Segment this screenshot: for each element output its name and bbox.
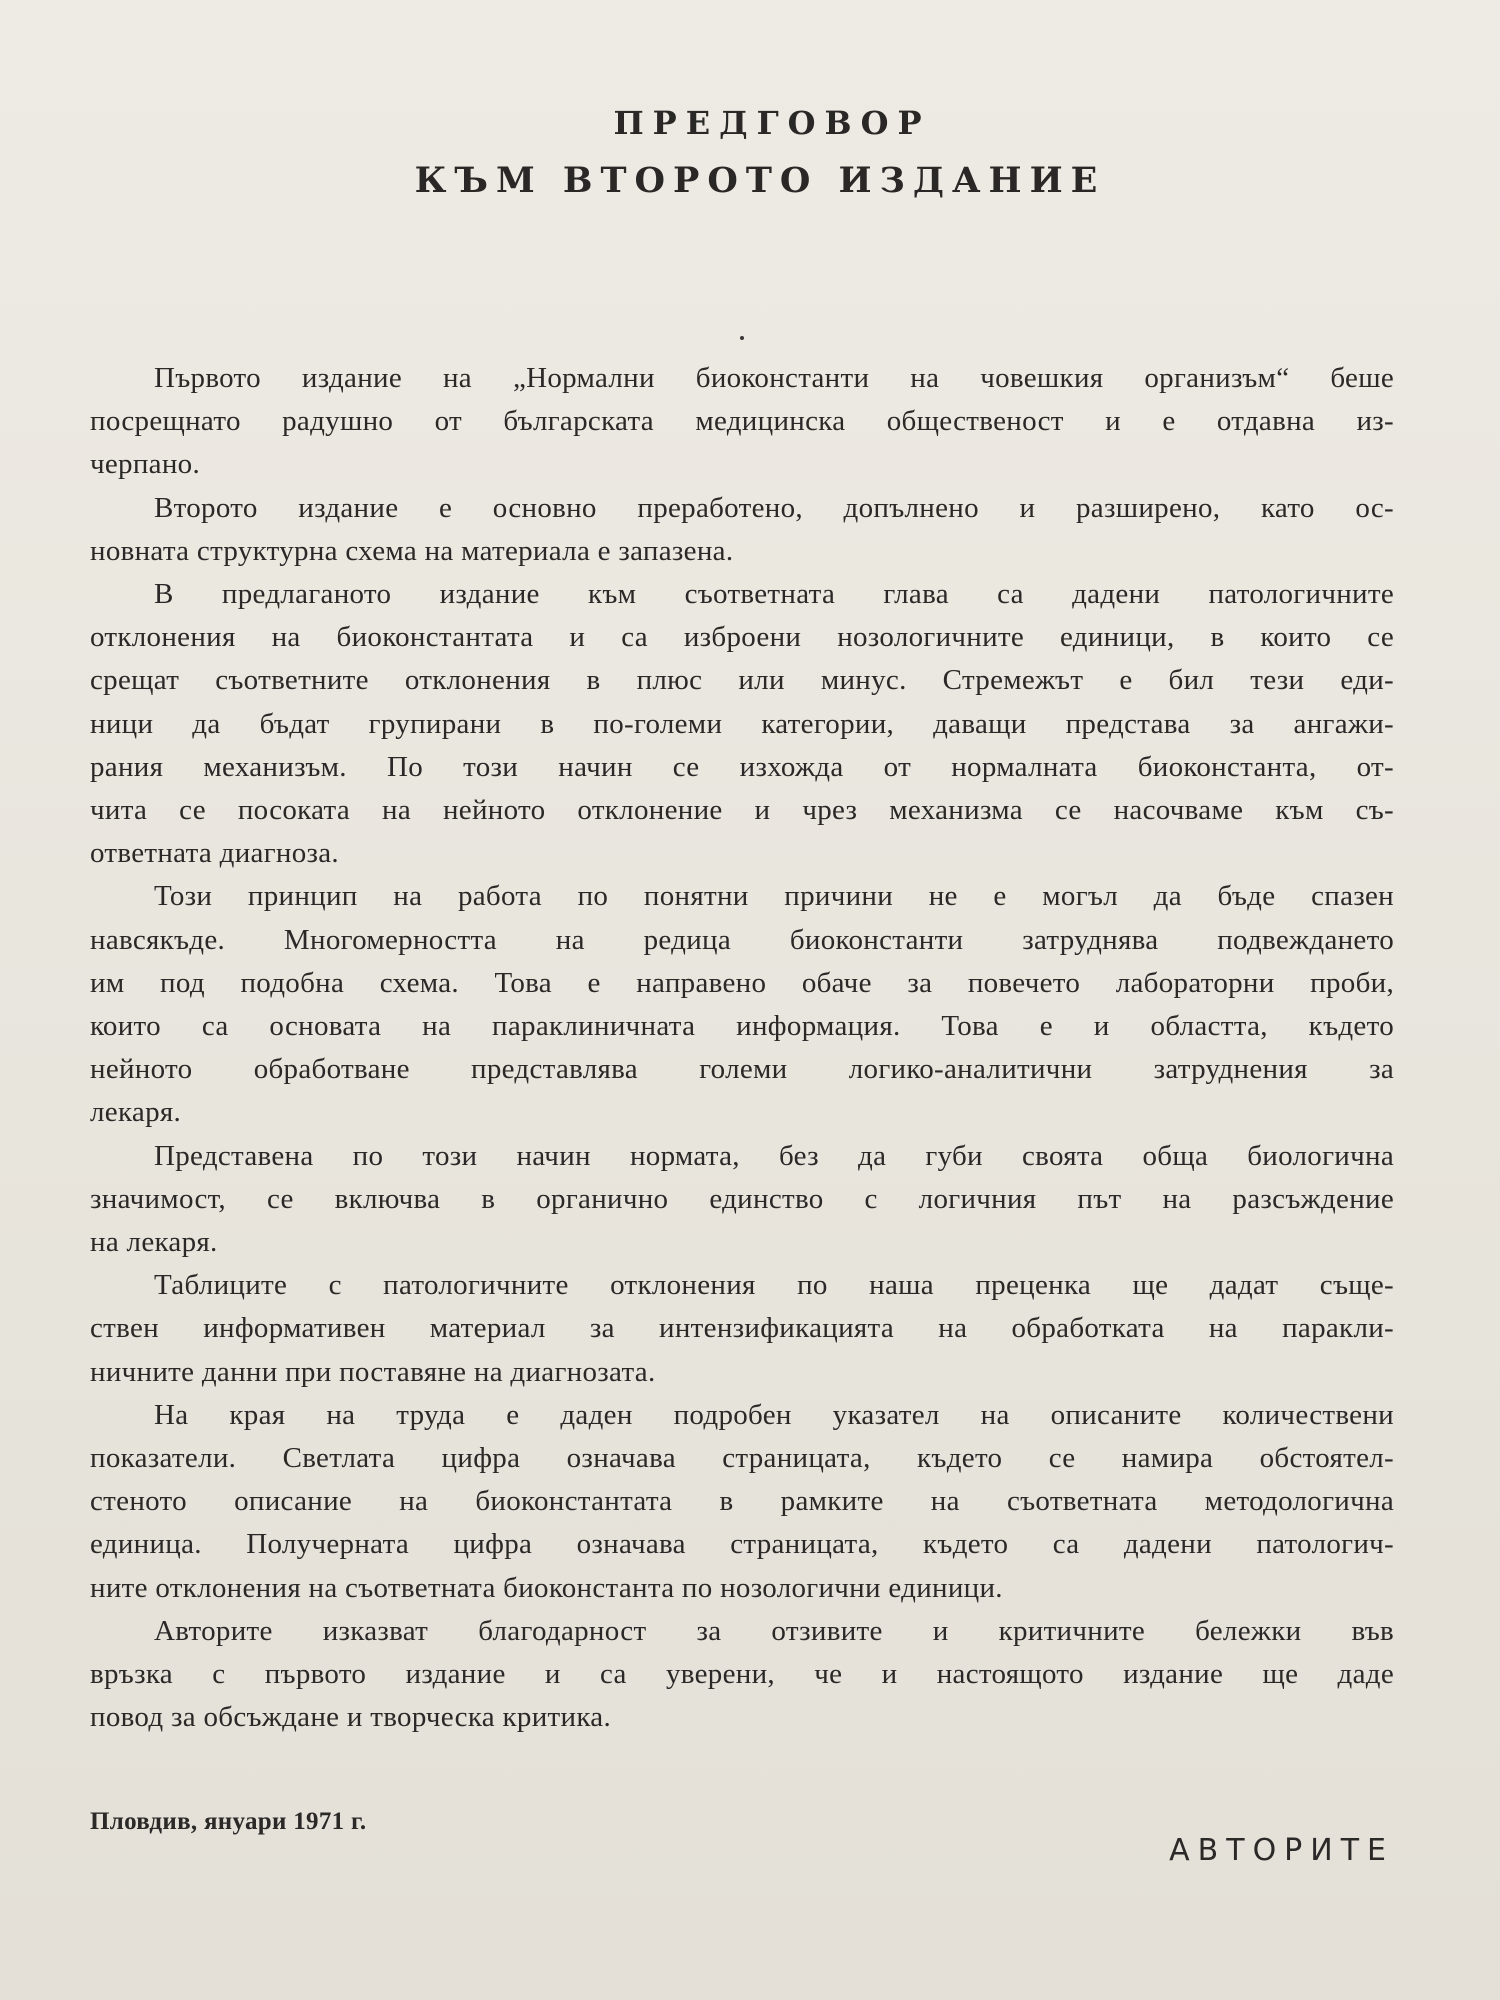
paragraph-6 xyxy=(90,1264,1394,1394)
paragraph-3 xyxy=(90,573,1394,875)
text-line: ните отклонения на съответната биоконстанта по нозологични единици. xyxy=(90,1571,1003,1604)
text-line: единица. Получерната цифра означава страницата, където са дадени патологич- xyxy=(90,1528,1394,1561)
paragraph-8 xyxy=(90,1610,1394,1740)
paragraph-7 xyxy=(90,1394,1394,1610)
text-line: навсякъде. Многомерността на редица биоконстанти затруднява подвеждането xyxy=(90,923,1394,956)
text-line: лекаря. xyxy=(90,1096,182,1129)
text-line: Авторите изказват благодарност за отзивите и критичните бележки във xyxy=(154,1614,1394,1647)
text-line: На края на труда е даден подробен указател на описаните количествени xyxy=(154,1398,1394,1431)
place-date: Пловдив, януари 1971 г. xyxy=(90,1808,367,1835)
text-line: Този принцип на работа по понятни причини не е могъл да бъде спазен xyxy=(154,880,1394,913)
text-line: Второто издание е основно преработено, допълнено и разширено, като ос- xyxy=(154,491,1394,524)
text-line: Първото издание на „Нормални биоконстанти на човешкия организъм“ беше xyxy=(154,362,1394,394)
text-line: Таблиците с патологичните отклонения по наша преценка ще дадат съще- xyxy=(154,1269,1394,1302)
text-line: нейното обработване представлява големи логико-аналитични затруднения за xyxy=(90,1053,1394,1086)
text-line: стеното описание на биоконстантата в рамките на съответната методологична xyxy=(90,1485,1394,1518)
page-subtitle: КЪМ ВТОРОТО ИЗДАНИЕ xyxy=(414,160,1106,201)
text-line: Представена по този начин нормата, без да губи своята обща биологична xyxy=(154,1139,1394,1172)
text-line: срещат съответните отклонения в плюс или минус. Стремежът е бил тези еди- xyxy=(90,664,1394,697)
text-line: ответната диагноза. xyxy=(90,837,339,870)
text-line: ници да бъдат групирани в по-големи категории, даващи представа за ангажи- xyxy=(90,707,1394,740)
text-line: на лекаря. xyxy=(90,1226,218,1259)
paragraph-2 xyxy=(90,487,1394,573)
text-line: посрещнато радушно от българската медицинска общественост и е отдавна из- xyxy=(90,405,1394,438)
preface-body xyxy=(90,357,1394,1740)
ornament-dot xyxy=(740,336,744,340)
text-line: повод за обсъждане и творческа критика. xyxy=(90,1701,611,1734)
text-line: В предлаганото издание към съответната глава са дадени патологичните xyxy=(154,578,1394,611)
text-line: рания механизъм. По този начин се изхожда от нормалната биоконстанта, от- xyxy=(90,750,1394,783)
paragraph-1 xyxy=(90,357,1394,487)
text-line: значимост, се включва в органично единство с логичния път на разсъждение xyxy=(90,1182,1394,1215)
text-line: връзка с първото издание и са уверени, че и настоящото издание ще даде xyxy=(90,1658,1394,1691)
text-line: показатели. Светлата цифра означава страницата, където се намира обстоятел- xyxy=(90,1442,1394,1475)
paragraph-4 xyxy=(90,875,1394,1134)
text-line: които са основата на параклиничната информация. Това е и областта, където xyxy=(90,1010,1394,1043)
text-line: отклонения на биоконстантата и са изброени нозологичните единици, в които се xyxy=(90,621,1394,654)
page-title: ПРЕДГОВОР xyxy=(613,104,931,142)
text-line: чита се посоката на нейното отклонение и чрез механизма се насочваме към съ- xyxy=(90,794,1394,827)
text-line: ствен информативен материал за интензификацията на обработката на паракли- xyxy=(90,1312,1394,1345)
paragraph-5 xyxy=(90,1135,1394,1265)
text-line: новната структурна схема на материала е запазена. xyxy=(90,534,734,567)
text-line: черпано. xyxy=(90,448,201,481)
text-line: им под подобна схема. Това е направено обаче за повечето лабораторни проби, xyxy=(90,966,1394,999)
text-line: ничните данни при поставяне на диагнозата. xyxy=(90,1355,656,1388)
signature: АВТОРИТЕ xyxy=(1169,1833,1394,1868)
